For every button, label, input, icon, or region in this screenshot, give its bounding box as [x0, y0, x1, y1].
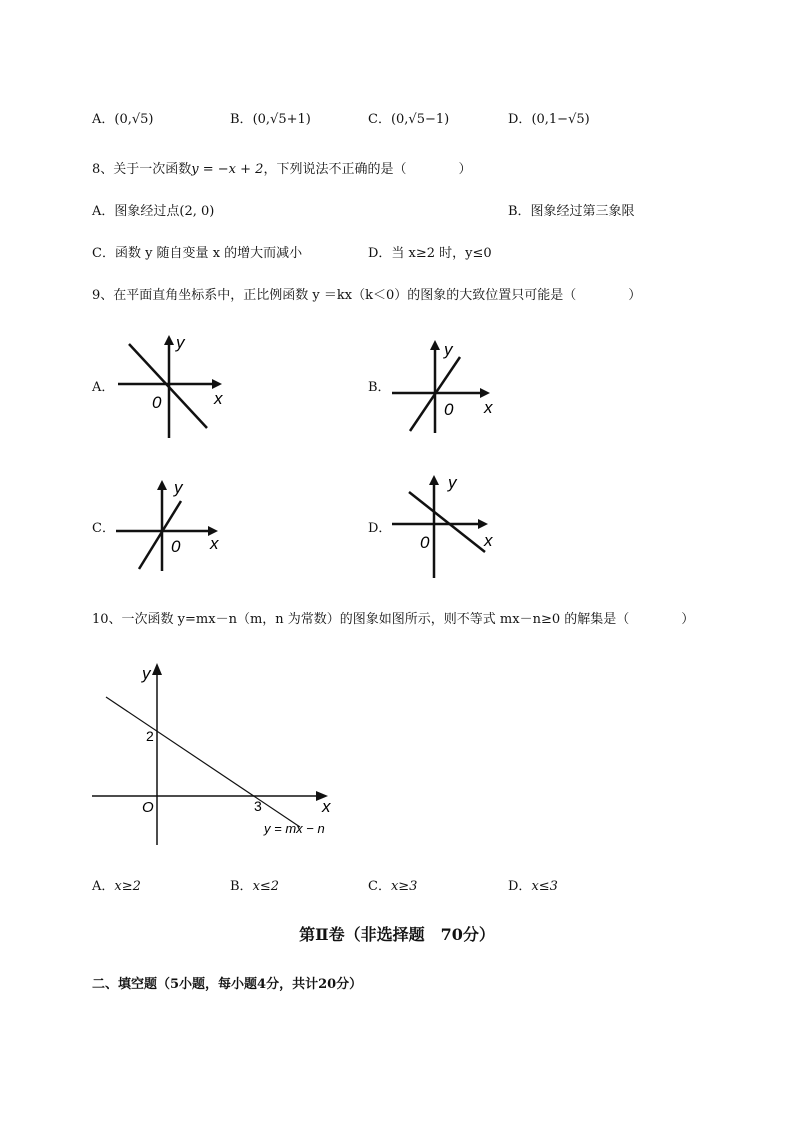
- part-title: 第Ⅱ卷（非选择题 70分）: [299, 925, 495, 944]
- axis-y-label: y: [142, 664, 151, 683]
- q7-option-d: D．(0,1−√5): [508, 112, 590, 127]
- origin-label: O: [142, 799, 154, 816]
- q7-option-c: C．(0,√5−1): [368, 112, 450, 127]
- axis-y-label: y: [444, 340, 453, 359]
- q10-option-d: D．x≤3: [508, 879, 558, 894]
- origin-label: 0: [171, 537, 181, 556]
- q7-option-b: B．(0,√5+1): [230, 112, 311, 127]
- origin-label: 0: [152, 393, 162, 412]
- axis-y-label: y: [176, 333, 185, 352]
- x-intercept-label: 3: [254, 798, 262, 814]
- q9-graph-a: [112, 330, 232, 440]
- q10-option-b: B．x≤2: [230, 879, 280, 894]
- axis-x-label: x: [214, 389, 223, 408]
- line-equation-label: y = mx − n: [264, 821, 325, 836]
- axis-x-label: x: [484, 398, 493, 417]
- origin-label: 0: [420, 533, 430, 552]
- q10-stem: 10、一次函数 y=mx－n（m，n 为常数）的图象如图所示，则不等式 mx－n≥0 的解集是（ ）: [92, 612, 695, 627]
- q9-option-a-label: A．: [92, 380, 115, 395]
- q9-stem: 9、在平面直角坐标系中，正比例函数 y ＝kx（k＜0）的图象的大致位置只可能是（ ）: [92, 288, 642, 303]
- q8-option-d: D．当 x≥2 时，y≤0: [368, 246, 492, 261]
- q10-option-a: A．x≥2: [92, 879, 141, 894]
- axis-y-label: y: [448, 473, 457, 492]
- axis-x-label: x: [210, 534, 219, 553]
- q8-stem: 8、关于一次函数y = −x + 2，下列说法不正确的是（ ）: [92, 162, 472, 177]
- q10-graph: [88, 655, 348, 850]
- q9-option-c-label: C．: [92, 521, 115, 536]
- y-intercept-label: 2: [146, 728, 154, 744]
- q9-graph-b: [388, 335, 508, 435]
- axis-y-label: y: [174, 478, 183, 497]
- q9-graph-c: [112, 475, 232, 575]
- q8-option-a: A．图象经过点(2, 0): [92, 204, 215, 219]
- section-heading: 二、填空题（5小题，每小题4分，共计20分）: [92, 977, 363, 992]
- axis-x-label: x: [484, 531, 493, 550]
- q10-option-c: C．x≥3: [368, 879, 418, 894]
- q7-option-a: A．(0,√5): [92, 112, 154, 127]
- q9-graph-d: [388, 470, 508, 580]
- origin-label: 0: [444, 400, 454, 419]
- q9-option-d-label: D．: [368, 521, 392, 536]
- axis-x-label: x: [322, 797, 331, 816]
- q8-option-b: B．图象经过第三象限: [508, 204, 635, 219]
- q8-option-c: C．函数 y 随自变量 x 的增大而减小: [92, 246, 303, 261]
- q9-option-b-label: B．: [368, 380, 391, 395]
